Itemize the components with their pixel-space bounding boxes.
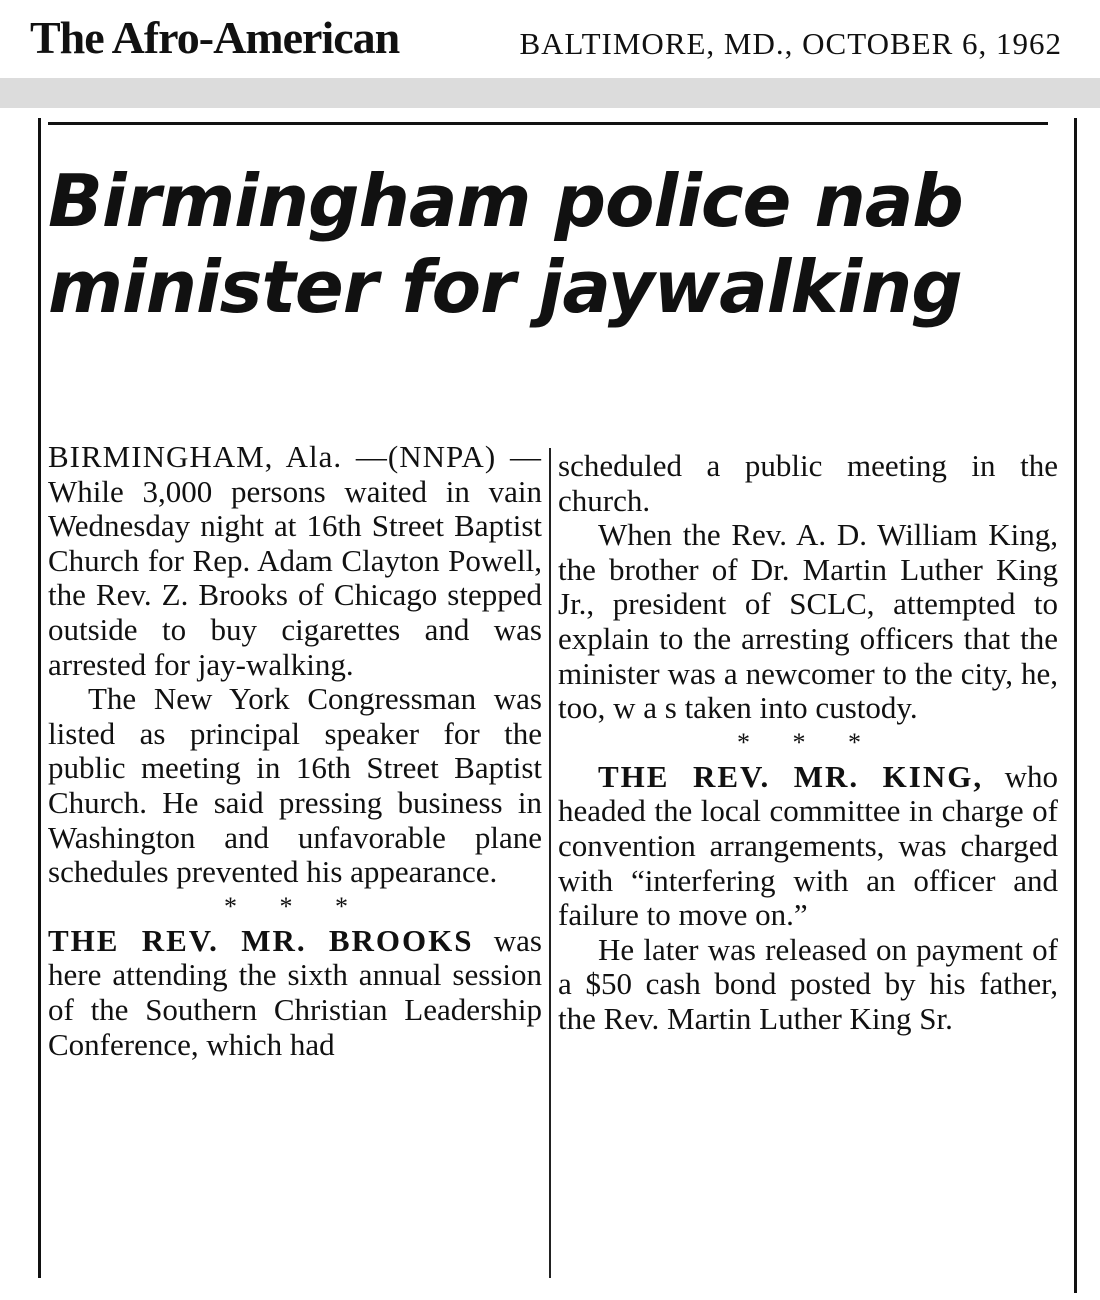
clipping-left-border — [38, 118, 41, 1278]
article-column-left — [48, 440, 542, 1062]
lead-paragraph-text: While 3,000 persons waited in vain Wednesday night at 16th Street Baptist Church for Rep. Adam Clayton Powell, the Rev. Z. Brooks of Chicago stepped outside to buy cigarettes and was arrested for jay-walking. — [48, 473, 542, 682]
paragraph: When the Rev. A. D. William King, the brother of Dr. Martin Luther King Jr., president of SCLC, attempted to explain to the arresting officers that the minister was a newcomer to the city, he, too, w a s taken into custody. — [558, 517, 1058, 726]
section-separator: * * * — [737, 727, 879, 757]
headline-top-rule — [48, 122, 1048, 125]
masthead — [0, 0, 1100, 78]
paragraph-subhead: THE REV. MR. KING, — [598, 758, 984, 794]
paragraph-subhead: THE REV. MR. BROOKS — [48, 922, 474, 958]
newspaper-name: The Afro-American — [30, 12, 400, 63]
paragraph-text: who headed the local committee in charge of convention arrangements, was charged with “interfering with an officer and failure to move on.” — [558, 758, 1058, 933]
section-separator: * * * — [224, 891, 366, 921]
paragraph — [558, 760, 1058, 933]
lead-paragraph — [48, 440, 542, 682]
headline-line-1: Birmingham police nab — [48, 159, 963, 243]
article-dateline: BIRMINGHAM, Ala. —(NNPA) — — [48, 439, 542, 474]
paragraph: The New York Congressman was listed as principal speaker for the public meeting in 16th Street Baptist Church. He said pressing business in Washington and unfavorable plane schedules prevented his appearance. — [48, 681, 542, 890]
paragraph-text: was here attending the sixth annual session of the Southern Christian Leadership Conference, which had — [48, 922, 542, 1062]
header-band — [0, 78, 1100, 108]
paragraph: scheduled a public meeting in the church. — [558, 448, 1058, 518]
paragraph: He later was released on payment of a $50 cash bond posted by his father, the Rev. Martin Luther King Sr. — [558, 931, 1058, 1036]
article-headline — [48, 158, 1048, 330]
dateline: BALTIMORE, MD., OCTOBER 6, 1962 — [519, 26, 1062, 61]
column-divider — [549, 448, 551, 1278]
clipping-right-border — [1074, 118, 1077, 1293]
paragraph — [48, 924, 542, 1062]
headline-line-2: minister for jaywalking — [48, 245, 962, 329]
article-column-right — [558, 449, 1058, 1037]
